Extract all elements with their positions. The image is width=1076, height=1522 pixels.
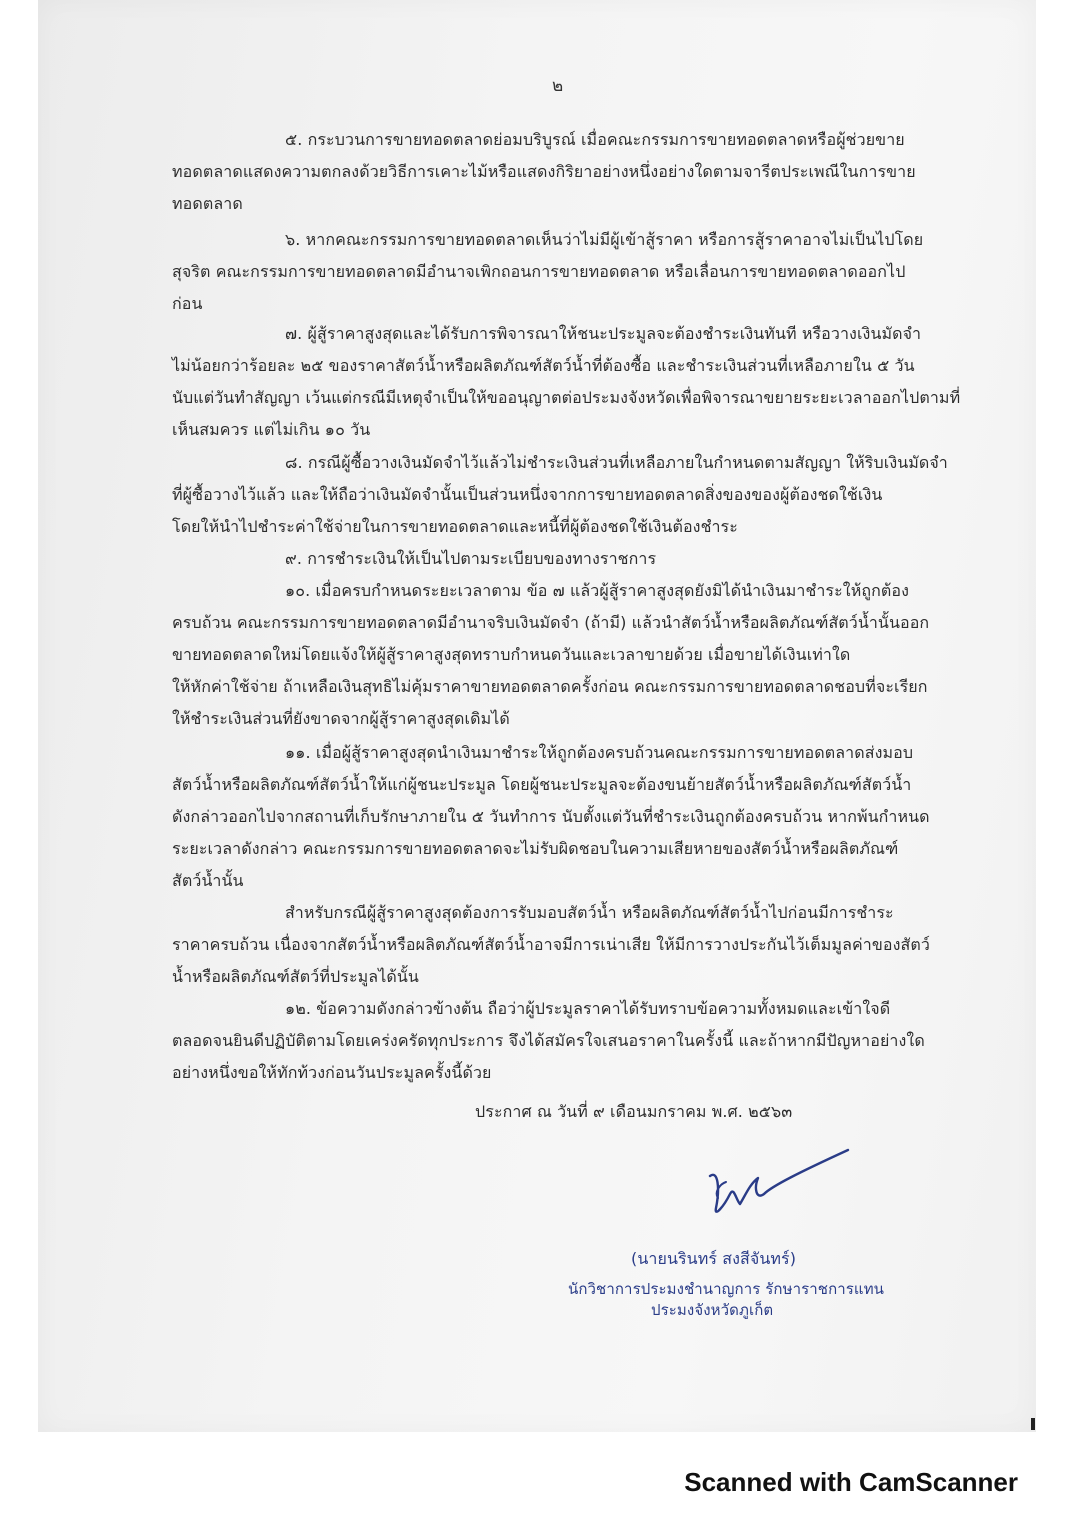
clause-10-line-3: ขายทอดตลาดใหม่โดยแจ้งให้ผู้สู้ราคาสูงสุดทราบกำหนดวันและเวลาขายด้วย เมื่อขายได้เงินเท่าใด	[172, 645, 851, 664]
clause-12-line-1: ๑๒. ข้อความดังกล่าวข้างต้น ถือว่าผู้ประมูลราคาได้รับทราบข้อความทั้งหมดและเข้าใจดี	[285, 999, 891, 1018]
clause-11-line-5: สัตว์น้ำนั้น	[172, 871, 244, 890]
page-number: ๒	[552, 76, 564, 96]
clause-6-line-2: สุจริต คณะกรรมการขายทอดตลาดมีอำนาจเพิกถอนการขายทอดตลาด หรือเลื่อนการขายทอดตลาดออกไป	[172, 262, 906, 281]
camscanner-footer: Scanned with CamScanner	[684, 1467, 1018, 1497]
clause-11-line-2: สัตว์น้ำหรือผลิตภัณฑ์สัตว์น้ำให้แก่ผู้ชนะประมูล โดยผู้ชนะประมูลจะต้องขนย้ายสัตว์น้ำหรือผลิตภัณฑ์สัตว์น้ำ	[172, 775, 912, 794]
clause-11-note-line-2: ราคาครบถ้วน เนื่องจากสัตว์น้ำหรือผลิตภัณฑ์สัตว์น้ำอาจมีการเน่าเสีย ให้มีการวางประกันไว้เต็มมูลค่าของสัตว์	[172, 935, 930, 954]
clause-11-line-1: ๑๑. เมื่อผู้สู้ราคาสูงสุดนำเงินมาชำระให้ถูกต้องครบถ้วนคณะกรรมการขายทอดตลาดส่งมอบ	[285, 743, 914, 762]
clause-10-line-4: ให้หักค่าใช้จ่าย ถ้าเหลือเงินสุทธิไม่คุ้มราคาขายทอดตลาดครั้งก่อน คณะกรรมการขายทอดตลาดชอบที่จะเรียก	[172, 677, 928, 696]
clause-5-line-3: ทอดตลาด	[172, 194, 243, 213]
clause-10-line-2: ครบถ้วน คณะกรรมการขายทอดตลาดมีอำนาจริบเงินมัดจำ (ถ้ามี) แล้วนำสัตว์น้ำหรือผลิตภัณฑ์สัตว์น้ำนั้นออก	[172, 613, 930, 632]
clause-10-line-1: ๑๐. เมื่อครบกำหนดระยะเวลาตาม ข้อ ๗ แล้วผู้สู้ราคาสูงสุดยังมิได้นำเงินมาชำระให้ถูกต้อง	[285, 581, 910, 600]
clause-9-line-1: ๙. การชำระเงินให้เป็นไปตามระเบียบของทางราชการ	[285, 549, 657, 568]
clause-7-line-3: นับแต่วันทำสัญญา เว้นแต่กรณีมีเหตุจำเป็นให้ขออนุญาตต่อประมงจังหวัดเพื่อพิจารณาขยายระยะเวลาออกไปตามที่	[172, 388, 961, 407]
scan-edge-mark	[1031, 1418, 1035, 1430]
signatory-title-line-2: ประมงจังหวัดภูเก็ต	[651, 1301, 774, 1319]
clause-5-line-2: ทอดตลาดแสดงความตกลงด้วยวิธีการเคาะไม้หรือแสดงกิริยาอย่างหนึ่งอย่างใดตามจารีตประเพณีในการขาย	[172, 162, 916, 181]
clause-7-line-4: เห็นสมควร แต่ไม่เกิน ๑๐ วัน	[172, 420, 371, 439]
clause-6-line-1: ๖. หากคณะกรรมการขายทอดตลาดเห็นว่าไม่มีผู้เข้าสู้ราคา หรือการสู้ราคาอาจไม่เป็นไปโดย	[285, 230, 924, 249]
clause-11-line-4: ระยะเวลาดังกล่าว คณะกรรมการขายทอดตลาดจะไม่รับผิดชอบในความเสียหายของสัตว์น้ำหรือผลิตภัณฑ์	[172, 839, 899, 858]
clause-10-line-5: ให้ชำระเงินส่วนที่ยังขาดจากผู้สู้ราคาสูงสุดเดิมได้	[172, 709, 510, 728]
clause-5-line-1: ๕. กระบวนการขายทอดตลาดย่อมบริบูรณ์ เมื่อคณะกรรมการขายทอดตลาดหรือผู้ช่วยขาย	[285, 130, 905, 149]
clause-11-line-3: ดังกล่าวออกไปจากสถานที่เก็บรักษาภายใน ๕ วันทำการ นับตั้งแต่วันที่ชำระเงินถูกต้องครบถ้วน หากพ้นกำหนด	[172, 807, 930, 826]
clause-11-note-line-1: สำหรับกรณีผู้สู้ราคาสูงสุดต้องการรับมอบสัตว์น้ำ หรือผลิตภัณฑ์สัตว์น้ำไปก่อนมีการชำระ	[285, 903, 894, 922]
clause-11-note-line-3: น้ำหรือผลิตภัณฑ์สัตว์ที่ประมูลได้นั้น	[172, 967, 419, 986]
clause-8-line-2: ที่ผู้ซื้อวางไว้แล้ว และให้ถือว่าเงินมัดจำนั้นเป็นส่วนหนึ่งจากการขายทอดตลาดสิ่งของของผู้ต้องชดใช้เงิน	[172, 485, 883, 504]
clause-8-line-3: โดยให้นำไปชำระค่าใช้จ่ายในการขายทอดตลาดและหนี้ที่ผู้ต้องชดใช้เงินต้องชำระ	[172, 517, 738, 536]
clause-12-line-2: ตลอดจนยินดีปฏิบัติตามโดยเคร่งครัดทุกประการ จึงได้สมัครใจเสนอราคาในครั้งนี้ และถ้าหากมีปัญหาอย่างใด	[172, 1031, 925, 1050]
clause-6-line-3: ก่อน	[172, 294, 203, 313]
clause-8-line-1: ๘. กรณีผู้ซื้อวางเงินมัดจำไว้แล้วไม่ชำระเงินส่วนที่เหลือภายในกำหนดตามสัญญา ให้ริบเงินมัดจำ	[285, 453, 948, 472]
announcement-date: ประกาศ ณ วันที่ ๙ เดือนมกราคม พ.ศ. ๒๕๖๓	[475, 1102, 793, 1121]
handwritten-signature	[690, 1148, 850, 1228]
scanned-page	[38, 0, 1036, 1432]
signatory-name: (นายนรินทร์ สงสีจันทร์)	[631, 1249, 797, 1268]
signatory-title-line-1: นักวิชาการประมงชำนาญการ รักษาราชการแทน	[568, 1280, 885, 1298]
clause-7-line-1: ๗. ผู้สู้ราคาสูงสุดและได้รับการพิจารณาให้ชนะประมูลจะต้องชำระเงินทันที หรือวางเงินมัดจำ	[285, 324, 922, 343]
scan-margin	[1036, 0, 1076, 1432]
clause-7-line-2: ไม่น้อยกว่าร้อยละ ๒๕ ของราคาสัตว์น้ำหรือผลิตภัณฑ์สัตว์น้ำที่ต้องซื้อ และชำระเงินส่วนที่เหลือภายใน ๕ วัน	[172, 356, 915, 375]
clause-12-line-3: อย่างหนึ่งขอให้ทักท้วงก่อนวันประมูลครั้งนี้ด้วย	[172, 1063, 492, 1082]
